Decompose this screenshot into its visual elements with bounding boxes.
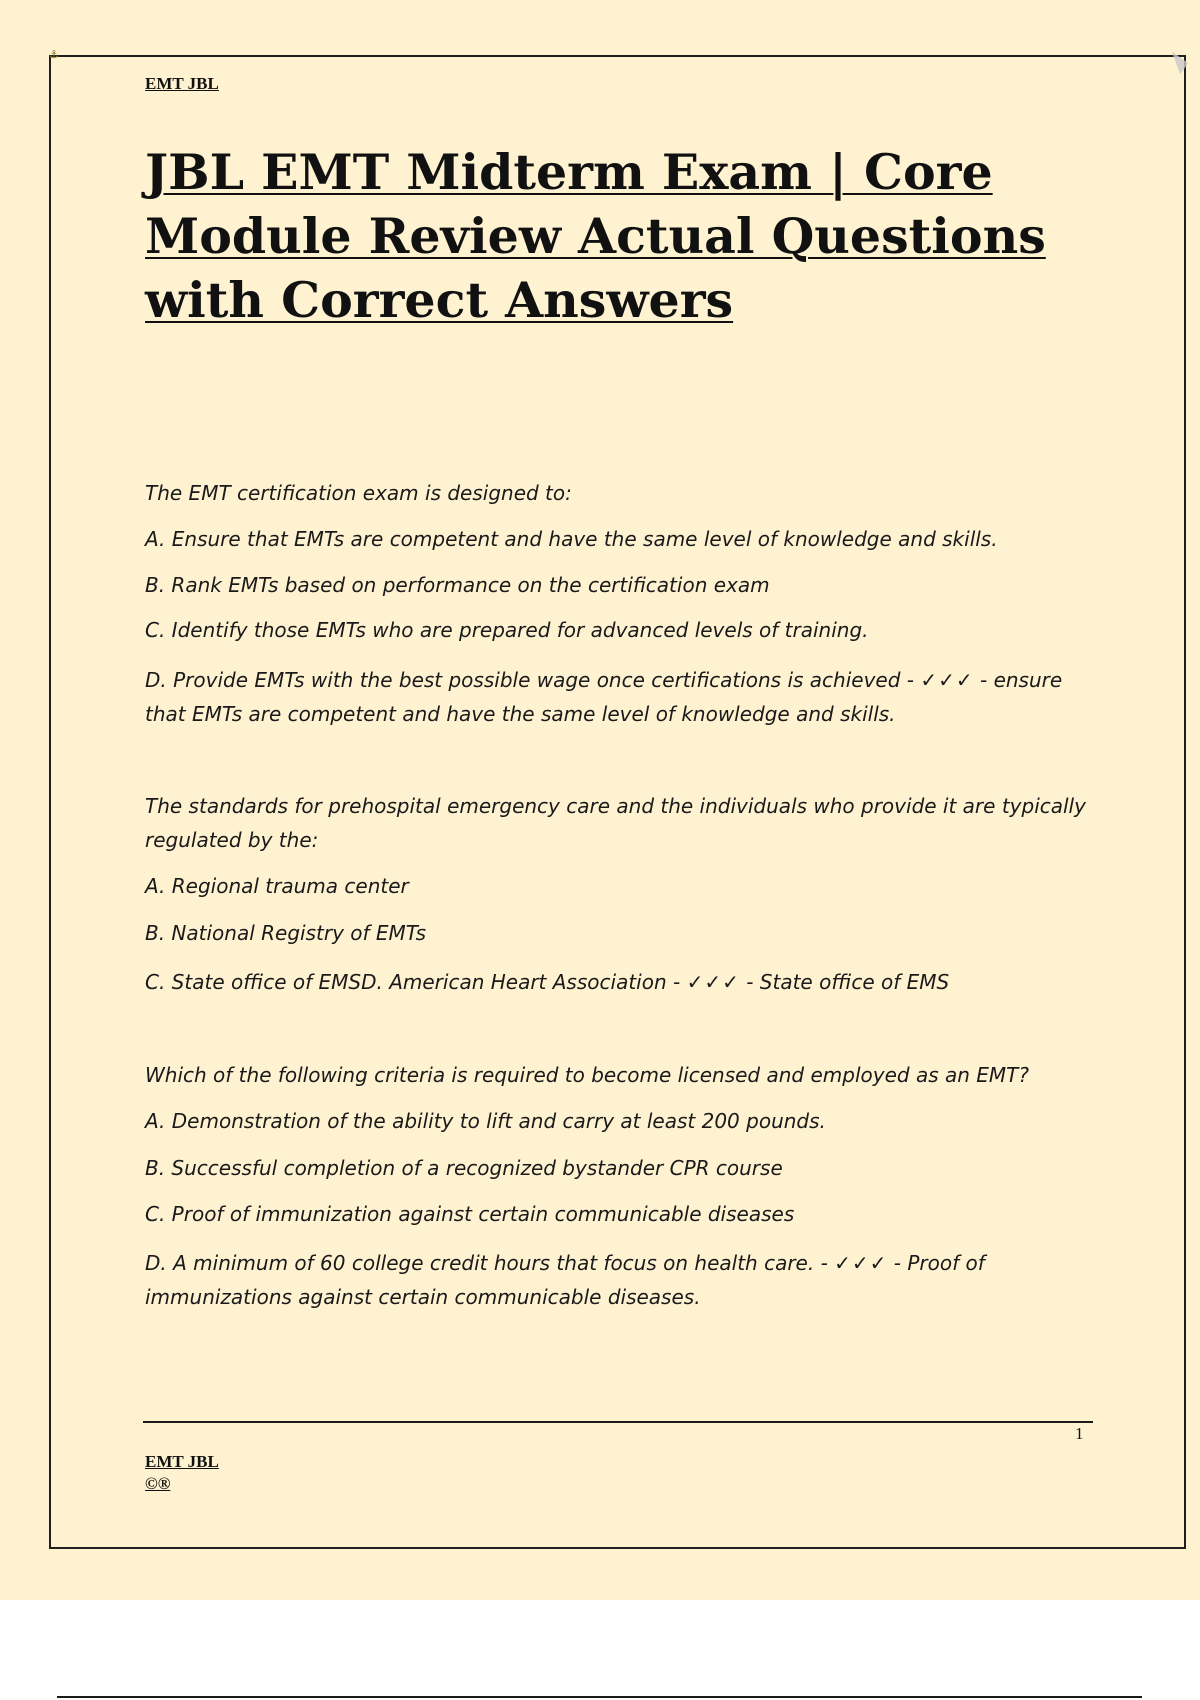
answer-option-with-key — [145, 965, 1105, 999]
question-prompt: The standards for prehospital emergency care and the individuals who provide it are typically regulated by the: — [145, 794, 1086, 852]
answer-separator: - — [973, 668, 994, 692]
question-prompt: The EMT certification exam is designed to: — [145, 481, 572, 505]
checkmark-icon: ✓✓✓ — [834, 1251, 888, 1275]
footer-label: EMT JBL — [145, 1452, 219, 1471]
answer-separator: - — [666, 970, 687, 994]
checkmark-icon: ✓✓✓ — [920, 668, 974, 692]
answer-option: D. Provide EMTs with the best possible wage once certifications is achieved — [145, 668, 901, 692]
page-title: JBL EMT Midterm Exam | Core Module Review Actual Questions with Correct Answers — [145, 143, 1046, 329]
answer-separator: - — [887, 1251, 908, 1275]
answer-separator: - — [739, 970, 760, 994]
question-prompt: Which of the following criteria is required to become licensed and employed as an EMT? — [145, 1063, 1029, 1087]
footer-divider — [143, 1421, 1093, 1423]
correct-answer: Proof of immunizations against certain communicable diseases. — [145, 1251, 985, 1309]
next-page-divider — [57, 1696, 1142, 1698]
answer-option: C. State office of EMSD. American Heart Association — [145, 970, 667, 994]
answer-option: A. Ensure that EMTs are competent and have the same level of knowledge and skills. — [145, 527, 998, 551]
answer-option-with-key — [145, 1246, 1105, 1314]
correct-answer: State office of EMS — [759, 970, 950, 994]
header-label: EMT JBL — [145, 74, 219, 93]
answer-option: B. National Registry of EMTs — [145, 921, 427, 945]
page-number: 1 — [1075, 1424, 1084, 1443]
answer-option: C. Proof of immunization against certain communicable diseases — [145, 1202, 795, 1226]
answer-option: A. Regional trauma center — [145, 874, 409, 898]
answer-option: A. Demonstration of the ability to lift and carry at least 200 pounds. — [145, 1109, 826, 1133]
anchor-icon: ⚓ — [49, 48, 59, 61]
checkmark-icon: ✓✓✓ — [686, 970, 740, 994]
answer-option: B. Successful completion of a recognized bystander CPR course — [145, 1156, 783, 1180]
correct-answer: ensure that EMTs are competent and have the same level of knowledge and skills. — [145, 668, 1063, 726]
answer-separator: - — [900, 668, 921, 692]
answer-separator: - — [814, 1251, 835, 1275]
answer-option: B. Rank EMTs based on performance on the certification exam — [145, 573, 770, 597]
answer-option-with-key — [145, 663, 1105, 731]
copyright-mark: ©® — [145, 1474, 171, 1493]
answer-option: D. A minimum of 60 college credit hours that focus on health care. — [145, 1251, 815, 1275]
answer-option: C. Identify those EMTs who are prepared for advanced levels of training. — [145, 618, 869, 642]
footer — [145, 1451, 219, 1495]
